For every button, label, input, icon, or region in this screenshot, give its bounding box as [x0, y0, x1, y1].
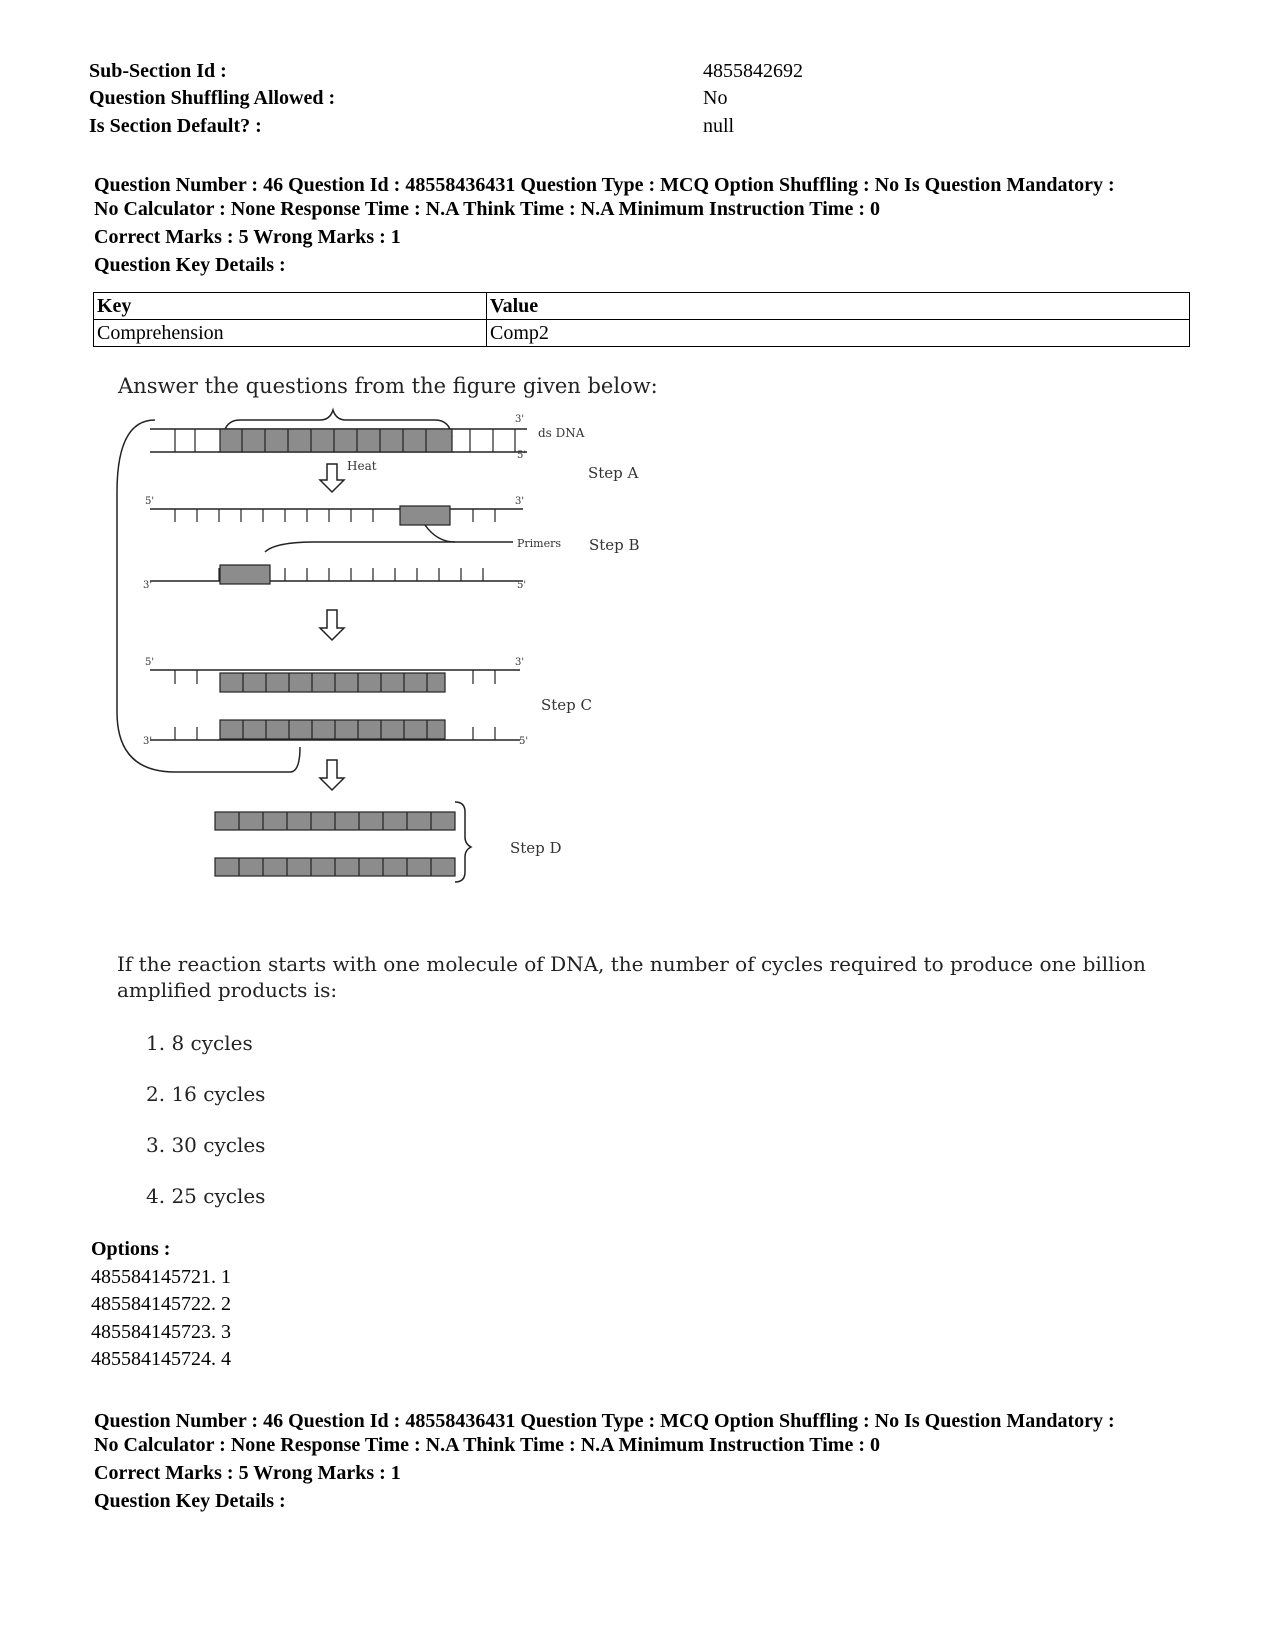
question-stem-line1: If the reaction starts with one molecule of DNA, the number of cycles required to produce one billion: [117, 952, 1146, 976]
label-3prime: 3': [515, 414, 525, 425]
label-3prime: 3': [515, 496, 525, 507]
label-ds-dna: ds DNA: [538, 426, 585, 440]
options-label: Options :: [91, 1238, 171, 1260]
next-question-key-details-label: Question Key Details :: [94, 1490, 286, 1512]
table-cell-value: Comp2: [487, 320, 1190, 347]
choice-item: 1. 8 cycles: [146, 1031, 253, 1055]
table-cell-key: Comprehension: [94, 320, 487, 347]
down-arrow-icon: [320, 760, 344, 790]
question-shuffling-value: No: [703, 87, 728, 109]
next-question-header-line1: Question Number : 46 Question Id : 48558436431 Question Type : MCQ Option Shuffling : No Is Question Mandatory :: [94, 1410, 1115, 1432]
step-c: [175, 670, 495, 740]
section-default-label: Is Section Default? :: [89, 115, 262, 137]
option-item: 485584145724. 4: [91, 1348, 231, 1370]
label-step-c: Step C: [541, 696, 593, 714]
next-question-header-line2: No Calculator : None Response Time : N.A Think Time : N.A Minimum Instruction Time : 0: [94, 1434, 880, 1456]
label-3prime: 3': [515, 657, 525, 668]
step-d: [215, 812, 455, 876]
section-default-value: null: [703, 115, 735, 137]
label-3prime: 3': [143, 736, 153, 747]
label-5prime: 5': [145, 496, 155, 507]
sub-section-id-value: 4855842692: [703, 60, 803, 82]
choice-item: 4. 25 cycles: [146, 1184, 266, 1208]
primer-bottom: [220, 565, 270, 584]
ds-dna: [175, 429, 515, 452]
sub-section-id-label: Sub-Section Id :: [89, 60, 227, 82]
label-step-b: Step B: [589, 536, 640, 554]
label-5prime: 5': [517, 580, 527, 591]
table-header-key: Key: [94, 293, 487, 320]
question-stem-line2: amplified products is:: [117, 978, 338, 1002]
label-5prime: 5': [517, 450, 527, 461]
question-shuffling-label: Question Shuffling Allowed :: [89, 87, 336, 109]
pcr-diagram: [115, 392, 675, 937]
choice-item: 3. 30 cycles: [146, 1133, 266, 1157]
label-primers: Primers: [517, 537, 562, 550]
option-item: 485584145722. 2: [91, 1293, 231, 1315]
label-step-d: Step D: [510, 839, 562, 857]
question-marks: Correct Marks : 5 Wrong Marks : 1: [94, 226, 401, 248]
choice-item: 2. 16 cycles: [146, 1082, 266, 1106]
question-header-line2: No Calculator : None Response Time : N.A Think Time : N.A Minimum Instruction Time : 0: [94, 198, 880, 220]
primer-top: [400, 506, 450, 525]
pcr-diagram-svg: [115, 392, 675, 932]
table-header-value: Value: [487, 293, 1190, 320]
label-step-a: Step A: [588, 464, 639, 482]
down-arrow-icon: [320, 610, 344, 640]
label-heat: Heat: [347, 459, 377, 473]
down-arrow-icon: [320, 464, 344, 492]
next-question-marks: Correct Marks : 5 Wrong Marks : 1: [94, 1462, 401, 1484]
option-item: 485584145721. 1: [91, 1266, 231, 1288]
label-3prime: 3': [143, 580, 153, 591]
option-item: 485584145723. 3: [91, 1321, 231, 1343]
question-header-line1: Question Number : 46 Question Id : 48558436431 Question Type : MCQ Option Shuffling : No Is Question Mandatory :: [94, 174, 1115, 196]
label-5prime: 5': [519, 736, 529, 747]
figure-instruction: Answer the questions from the figure given below:: [118, 374, 658, 398]
key-value-table: [93, 292, 1190, 347]
table-row: [94, 320, 1190, 347]
table-header-row: [94, 293, 1190, 320]
question-key-details-label: Question Key Details :: [94, 254, 286, 276]
label-5prime: 5': [145, 657, 155, 668]
